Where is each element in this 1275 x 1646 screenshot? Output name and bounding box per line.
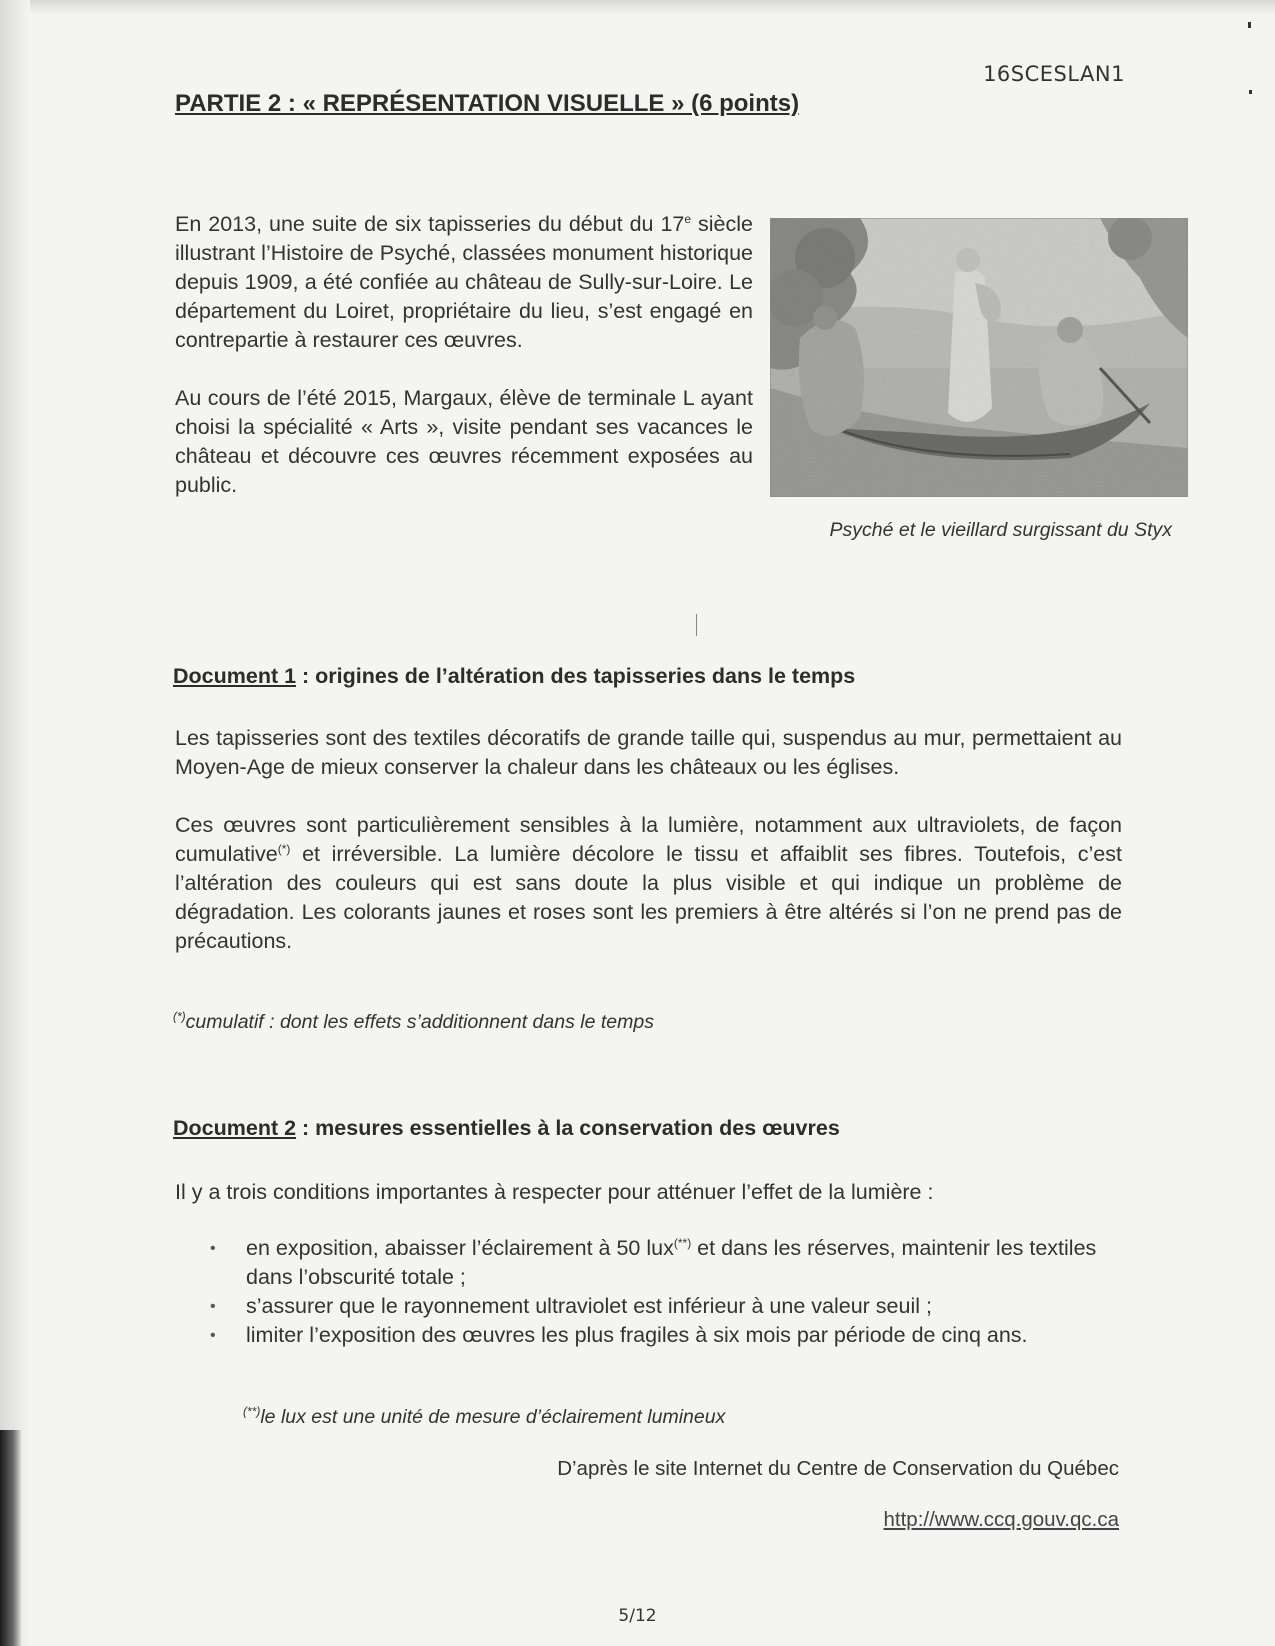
scan-stray-mark (696, 614, 697, 636)
tapestry-figure (770, 218, 1188, 542)
footnote-ref-2: (**) (673, 1235, 692, 1250)
document-2-label: Document 2 (173, 1116, 297, 1140)
scan-speck (1249, 90, 1252, 94)
list-item: • limiter l’exposition des œuvres les plus fragiles à six mois par période de cinq ans. (210, 1321, 1122, 1350)
page-number: 5/12 (618, 1606, 657, 1626)
intro-section (175, 210, 753, 529)
superscript-e: e (684, 211, 692, 226)
list-item: • en exposition, abaisser l’éclairement à 50 lux(**) et dans les réserves, maintenir les textiles dans l’obscurité totale ; (210, 1234, 1122, 1292)
document-2-intro: Il y a trois conditions importantes à respecter pour atténuer l’effet de la lumière : (175, 1180, 934, 1204)
tapestry-image (770, 218, 1188, 497)
document-2-footnote (243, 1406, 725, 1429)
document-2-heading (173, 1116, 840, 1141)
tapestry-caption: Psyché et le vieillard surgissant du Styx (829, 519, 1172, 541)
source-credit: D’après le site Internet du Centre de Conservation du Québec (557, 1457, 1119, 1480)
document-1-label: Document 1 (173, 664, 297, 688)
document-1-heading (173, 664, 855, 689)
part-title: PARTIE 2 : « REPRÉSENTATION VISUELLE » (6 points) (175, 90, 800, 117)
footnote-ref-1: (*) (277, 841, 291, 856)
list-item: • s’assurer que le rayonnement ultraviolet est inférieur à une valeur seuil ; (210, 1292, 1122, 1321)
document-1-title: : origines de l’altération des tapisseries dans le temps (296, 664, 856, 688)
conditions-list (210, 1234, 1122, 1350)
document-code: 16SCESLAN1 (983, 62, 1125, 86)
footnote-1-mark: (*) (173, 1009, 186, 1024)
source-url: http://www.ccq.gouv.qc.ca (883, 1508, 1119, 1531)
footnote-1-text: cumulatif : dont les effets s’additionnent dans le temps (185, 1011, 654, 1033)
footnote-2-mark: (**) (243, 1404, 261, 1419)
scan-top-shadow (0, 0, 1275, 14)
intro-paragraph-2: Au cours de l’été 2015, Margaux, élève de terminale L ayant choisi la spécialité « Arts », visite pendant ses vacances le château et découvre ces œuvres récemment exposées au public. (175, 386, 753, 497)
intro-paragraph-1: En 2013, une suite de six tapisseries du début du 17e siècle illustrant l’Histoire de Psyché, classées monument historique depuis 1909, a été confiée au château de Sully-sur-Loire. Le département du Loiret, propriétaire du lieu, s’est engagé en contrepartie à restaurer ces œuvres. (175, 211, 753, 352)
document-2-title: : mesures essentielles à la conservation des œuvres (296, 1116, 840, 1140)
scan-speck (1248, 22, 1251, 28)
document-1-footnote (173, 1011, 654, 1034)
document-1-body (175, 724, 1122, 985)
document-1-paragraph-1: Les tapisseries sont des textiles décoratifs de grande taille qui, suspendus au mur, permettaient au Moyen-Age de mieux conserver la chaleur dans les châteaux ou les églises. (175, 726, 1122, 779)
document-1-paragraph-2: Ces œuvres sont particulièrement sensibles à la lumière, notamment aux ultraviolets, de façon cumulative(*) et irréversible. La lumière décolore le tissu et affaiblit ses fibres. Toutefois, c’est l’altération des couleurs qui est sans doute la plus visible et qui indique un problème de dégradation. Les colorants jaunes et roses sont les premiers à être altérés si l’on ne prend pas de précautions. (175, 813, 1122, 953)
footnote-2-text: le lux est une unité de mesure d’éclairement lumineux (260, 1406, 726, 1428)
scan-left-shadow (0, 0, 30, 1646)
